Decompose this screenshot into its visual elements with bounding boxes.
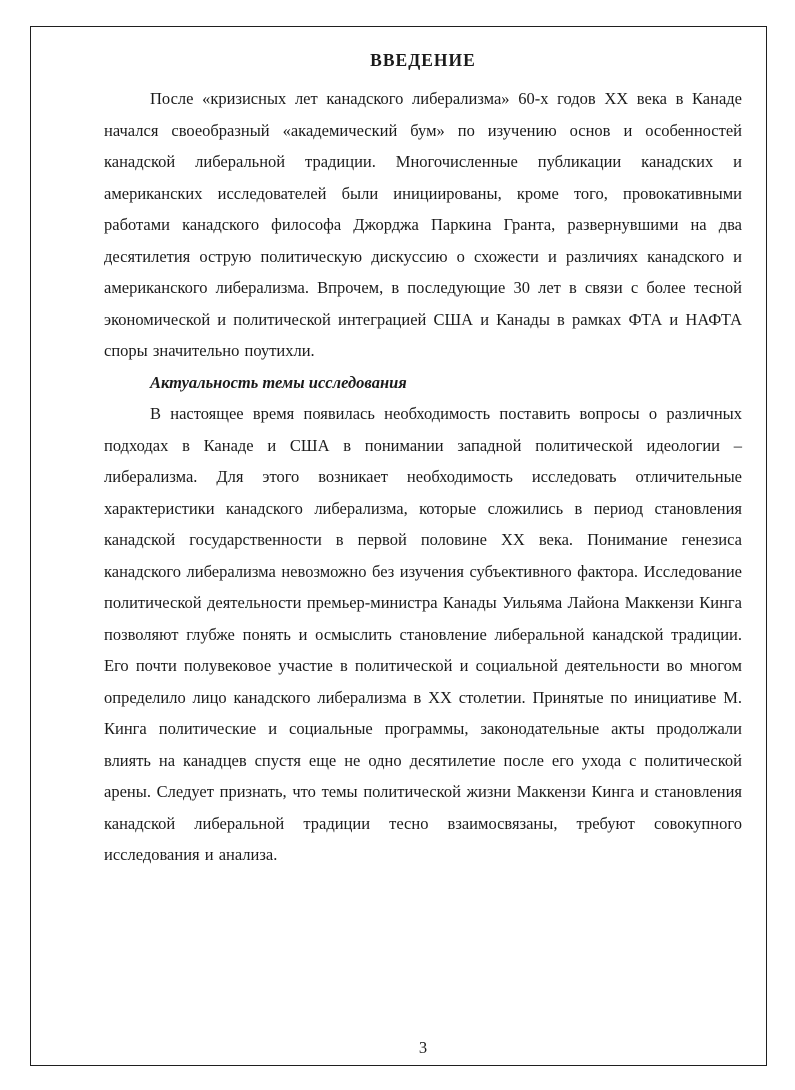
section-subheading: Актуальность темы исследования	[150, 372, 407, 392]
document-content	[104, 26, 742, 871]
page-number: 3	[418, 1038, 428, 1057]
page-title: ВВЕДЕНИЕ	[370, 50, 476, 70]
relevance-paragraph: В настоящее время появилась необходимость поставить вопросы о различных подходах в Канаде и США в понимании западной политической идеологии – либерализма. Для этого возникает необходимость исследовать отличительные характеристики канадского либерализма, которые сложились в период становления канадской государственности в первой половине XX века. Понимание генезиса канадского либерализма невозможно без изучения субъективного фактора. Исследование политической деятельности премьер-министра Канады Уильяма Лайона Маккензи Кинга позволяют глубже понять и осмыслить становление либеральной канадской традиции. Его почти полувековое участие в политической и социальной деятельности во многом определило лицо канадского либерализма в XX столетии. Принятые по инициативе М. Кинга политические и социальные программы, законодательные акты продолжали влиять на канадцев спустя еще не одно десятилетие после его ухода с политической арены. Следует признать, что темы политической жизни Маккензи Кинга и становления канадской либеральной традиции тесно взаимосвязаны, требуют совокупного исследования и анализа.	[104, 404, 742, 864]
intro-paragraph: После «кризисных лет канадского либерализма» 60-х годов XX века в Канаде начался своеобразный «академический бум» по изучению основ и особенностей канадской либеральной традиции. Многочисленные публикации канадских и американских исследователей были инициированы, кроме того, провокативными работами канадского философа Джорджа Паркина Гранта, развернувшими на два десятилетия острую политическую дискуссию о схожести и различиях канадского и американского либерализма. Впрочем, в последующие 30 лет в связи с более тесной экономической и политической интеграцией США и Канады в рамках ФТА и НАФТА споры значительно поутихли.	[104, 89, 742, 360]
